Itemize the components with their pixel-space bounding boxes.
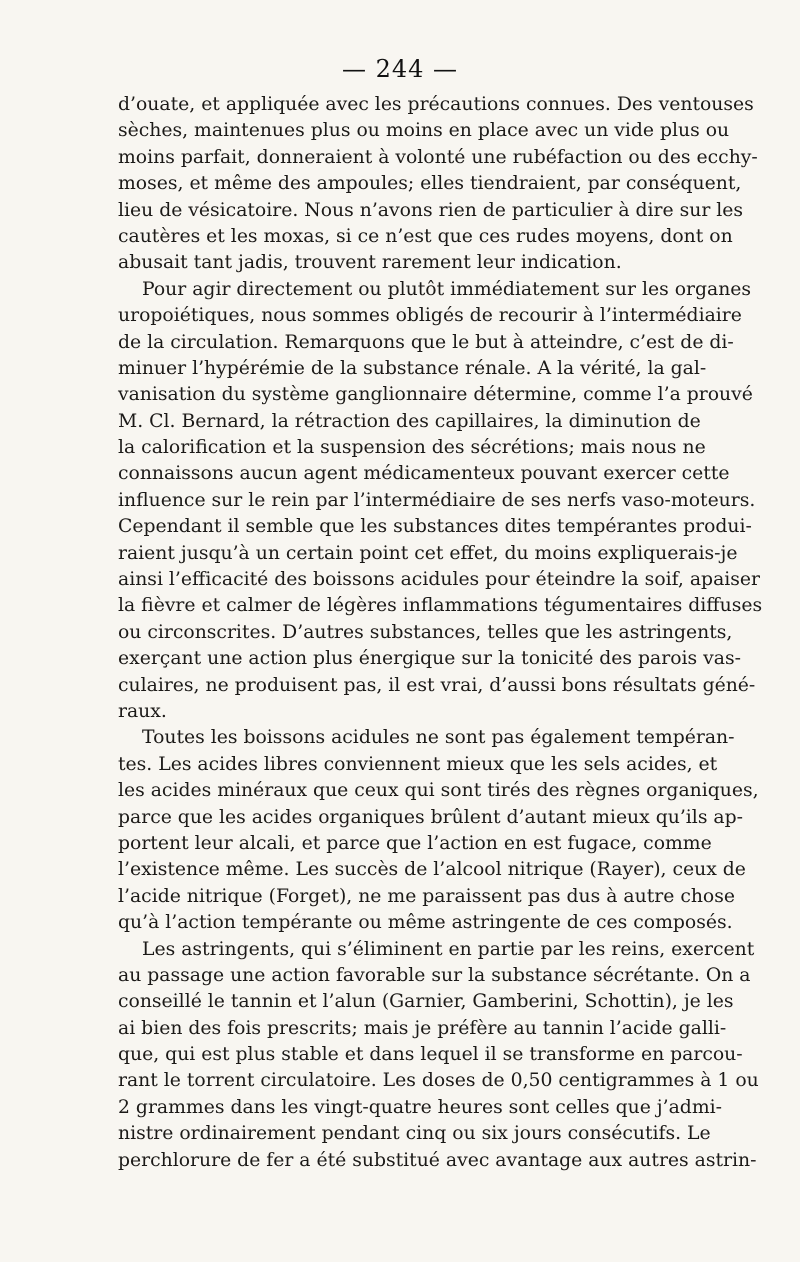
text-line: les acides minéraux que ceux qui sont tirés des règnes organiques, [118, 780, 759, 802]
text-line: ainsi l’efficacité des boissons acidules pour éteindre la soif, apaiser [118, 569, 761, 591]
text-line: portent leur alcali, et parce que l’action en est fugace, comme [118, 832, 712, 854]
text-line: l’existence même. Les succès de l’alcool nitrique (Rayer), ceux de [118, 859, 746, 881]
text-line: Pour agir directement ou plutôt immédiatement sur les organes [142, 278, 752, 300]
text-line: abusait tant jadis, trouvent rarement leur indication. [118, 252, 622, 274]
text-line: tes. Les acides libres conviennent mieux que les sels acides, et [118, 753, 718, 775]
text-line: Cependant il semble que les substances dites tempérantes produi- [118, 516, 752, 538]
text-line: moins parfait, donneraient à volonté une rubéfaction ou des ecchy- [118, 146, 758, 168]
text-line: parce que les acides organiques brûlent d’autant mieux qu’ils ap- [118, 806, 743, 828]
text-line: lieu de vésicatoire. Nous n’avons rien de particulier à dire sur les [118, 199, 744, 221]
text-line: raux. [118, 700, 167, 722]
text-line: M. Cl. Bernard, la rétraction des capillaires, la diminution de [118, 410, 701, 432]
text-line: connaissons aucun agent médicamenteux pouvant exercer cette [118, 463, 730, 485]
text-line: au passage une action favorable sur la substance sécrétante. On a [118, 964, 751, 986]
text-line: sèches, maintenues plus ou moins en place avec un vide plus ou [118, 120, 730, 142]
text-line: rant le torrent circulatoire. Les doses de 0,50 centigrammes à 1 ou [118, 1070, 759, 1092]
page-number: — 244 — [341, 55, 459, 83]
text-line: que, qui est plus stable et dans lequel il se transforme en parcou- [118, 1044, 743, 1066]
text-line: ou circonscrites. D’autres substances, telles que les astringents, [118, 621, 733, 643]
text-line: nistre ordinairement pendant cinq ou six jours consécutifs. Le [118, 1123, 711, 1145]
text-line: exerçant une action plus énergique sur la tonicité des parois vas- [118, 648, 741, 670]
text-line: cautères et les moxas, si ce n’est que ces rudes moyens, dont on [118, 225, 733, 247]
text-line: Les astringents, qui s’éliminent en partie par les reins, exercent [142, 938, 755, 960]
text-line: vanisation du système ganglionnaire détermine, comme l’a prouvé [118, 384, 753, 406]
text-line: uropoiétiques, nous sommes obligés de recourir à l’intermédiaire [118, 305, 742, 327]
text-line: l’acide nitrique (Forget), ne me paraissent pas dus à autre chose [118, 885, 735, 907]
text-line: perchlorure de fer a été substitué avec avantage aux autres astrin- [118, 1149, 757, 1171]
text-line: conseillé le tannin et l’alun (Garnier, Gamberini, Schottin), je les [118, 991, 734, 1013]
text-line: d’ouate, et appliquée avec les précautions connues. Des ventouses [118, 94, 754, 115]
text-line: de la circulation. Remarquons que le but à atteindre, c’est de di- [118, 331, 734, 353]
text-line: influence sur le rein par l’intermédiaire de ses nerfs vaso-moteurs. [118, 489, 756, 511]
text-line: Toutes les boissons acidules ne sont pas également tempéran- [142, 727, 735, 749]
text-line: la fièvre et calmer de légères inflammations tégumentaires diffuses [118, 595, 763, 617]
text-line: qu’à l’action tempérante ou même astringente de ces composés. [118, 912, 733, 934]
text-line: 2 grammes dans les vingt-quatre heures sont celles que j’admi- [118, 1096, 722, 1118]
text-line: minuer l’hypérémie de la substance rénale. A la vérité, la gal- [118, 357, 707, 379]
text-line: ai bien des fois prescrits; mais je préfère au tannin l’acide galli- [118, 1017, 727, 1039]
text-line: culaires, ne produisent pas, il est vrai, d’aussi bons résultats géné- [118, 674, 756, 696]
text-line: raient jusqu’à un certain point cet effet, du moins expliquerais-je [118, 542, 738, 564]
text-line: moses, et même des ampoules; elles tiendraient, par conséquent, [118, 173, 742, 195]
text-line: la calorification et la suspension des sécrétions; mais nous ne [118, 437, 706, 459]
body-text [118, 92, 763, 1174]
